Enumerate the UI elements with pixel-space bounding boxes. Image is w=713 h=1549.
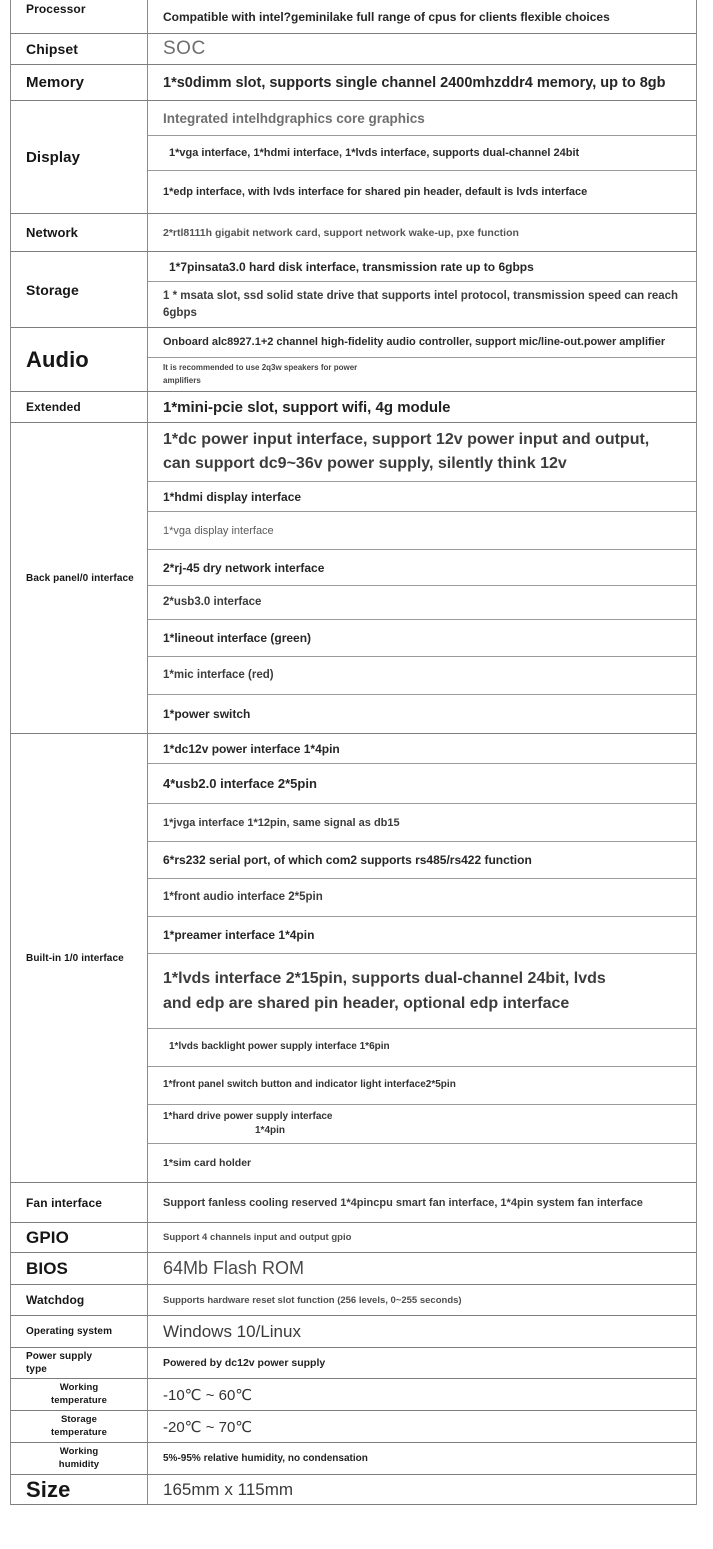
row-label-memory: Memory <box>11 65 148 100</box>
cell-bi-lvds <box>148 954 696 1029</box>
row-label-audio: Audio <box>11 328 148 391</box>
cell-text: -20℃ ~ 70℃ <box>163 1418 253 1436</box>
cell-text: 1*edp interface, with lvds interface for shared pin header, default is lvds interface <box>163 186 588 198</box>
cell-text: 1*jvga interface 1*12pin, same signal as db15 <box>163 816 400 829</box>
row-memory <box>11 65 696 101</box>
cell-text: 1*lvds interface 2*15pin, supports dual-channel 24bit, lvds and edp are shared pin header, optional edp interface <box>163 970 606 1012</box>
row-label-built-in: Built-in 1/0 interface <box>11 734 148 1182</box>
cell-working-temp <box>148 1379 696 1410</box>
cell-bp-hdmi <box>148 482 696 512</box>
cell-text: SOC <box>163 38 206 59</box>
cell-bp-usb3 <box>148 586 696 620</box>
cell-bp-lineout <box>148 620 696 657</box>
cell-watchdog <box>148 1285 696 1315</box>
cell-text: Support fanless cooling reserved 1*4pincpu smart fan interface, 1*4pin system fan interface <box>163 1196 643 1209</box>
row-built-in-io <box>11 734 696 1183</box>
cell-audio-controller <box>148 328 696 358</box>
cell-bi-lvds-backlight <box>148 1029 696 1067</box>
cell-extended <box>148 392 696 422</box>
cell-text: 1*mini-pcie slot, support wifi, 4g module <box>163 398 451 416</box>
cell-text: 1*7pinsata3.0 hard disk interface, transmission rate up to 6gbps <box>169 259 534 274</box>
cell-bi-dc12v <box>148 734 696 764</box>
row-label-extended: Extended <box>11 392 148 422</box>
row-bios <box>11 1253 696 1285</box>
cell-text: 6*rs232 serial port, of which com2 supports rs485/rs422 function <box>163 853 532 867</box>
row-label-fan: Fan interface <box>11 1183 148 1222</box>
cell-text: 2*rj-45 dry network interface <box>163 560 325 575</box>
row-label-working-temp <box>11 1379 148 1410</box>
cell-bios <box>148 1253 696 1284</box>
cell-display-graphics <box>148 101 696 136</box>
cell-text <box>163 1110 333 1139</box>
cell-text: Support 4 channels input and output gpio <box>163 1232 352 1243</box>
hdd-power-line2: 1*4pin <box>255 1125 286 1136</box>
cell-gpio <box>148 1223 696 1252</box>
cell-text: 165mm x 115mm <box>163 1479 294 1499</box>
cell-fan <box>148 1183 696 1222</box>
cell-storage-msata <box>148 282 696 327</box>
cell-text: 1*front panel switch button and indicator light interface2*5pin <box>163 1079 456 1091</box>
cell-text: 5%-95% relative humidity, no condensation <box>163 1453 368 1464</box>
cell-text: 1*lineout interface (green) <box>163 631 312 645</box>
row-label-working-humidity <box>11 1443 148 1474</box>
label-text: Working humidity <box>58 1446 100 1470</box>
cell-text: 1*s0dimm slot, supports single channel 2400mhzddr4 memory, up to 8gb <box>163 74 666 91</box>
cell-bi-front-audio <box>148 879 696 917</box>
row-label-back-panel: Back panel/0 interface <box>11 423 148 733</box>
row-label-size: Size <box>11 1475 148 1504</box>
cell-text: It is recommended to use 2q3w speakers for power amplifiers <box>163 363 358 385</box>
cell-text: Powered by dc12v power supply <box>163 1357 326 1369</box>
cell-text: 1*mic interface (red) <box>163 669 274 682</box>
row-label-bios: BIOS <box>11 1253 148 1284</box>
row-chipset <box>11 34 696 65</box>
row-display <box>11 101 696 214</box>
cell-text: Windows 10/Linux <box>163 1321 301 1341</box>
row-size <box>11 1475 696 1505</box>
row-operating-system <box>11 1316 696 1348</box>
cell-bp-mic <box>148 657 696 695</box>
cell-text: 64Mb Flash ROM <box>163 1258 305 1278</box>
cell-bi-hdd-power <box>148 1105 696 1144</box>
row-audio <box>11 328 696 392</box>
row-storage-temperature <box>11 1411 696 1443</box>
row-watchdog <box>11 1285 696 1316</box>
cell-text: Onboard alc8927.1+2 channel high-fidelity audio controller, support mic/line-out.power amplifier <box>163 336 666 349</box>
cell-bp-rj45 <box>148 550 696 586</box>
cell-text: 1*vga interface, 1*hdmi interface, 1*lvds interface, supports dual-channel 24bit <box>169 147 580 159</box>
cell-storage-temp <box>148 1411 696 1442</box>
cell-text: 1*front audio interface 2*5pin <box>163 891 323 904</box>
row-label-processor: Processor <box>11 0 148 33</box>
cell-bi-rs232 <box>148 842 696 879</box>
cell-network <box>148 214 696 251</box>
row-back-panel-io <box>11 423 696 734</box>
spec-table <box>10 0 697 1505</box>
row-label-power-supply <box>11 1348 148 1378</box>
row-label-display: Display <box>11 101 148 213</box>
cell-storage-sata <box>148 252 696 282</box>
cell-power-supply <box>148 1348 696 1378</box>
cell-display-edp <box>148 171 696 213</box>
row-label-storage: Storage <box>11 252 148 327</box>
row-working-humidity <box>11 1443 696 1475</box>
row-label-os: Operating system <box>11 1316 148 1347</box>
row-power-supply-type <box>11 1348 696 1379</box>
cell-chipset <box>148 34 696 64</box>
cell-processor <box>148 0 696 33</box>
cell-working-humidity <box>148 1443 696 1474</box>
row-label-gpio: GPIO <box>11 1223 148 1252</box>
cell-bp-power-switch <box>148 695 696 733</box>
cell-size <box>148 1475 696 1504</box>
cell-text: Compatible with intel?geminilake full range of cpus for clients flexible choices <box>163 9 610 24</box>
cell-os <box>148 1316 696 1347</box>
cell-text: 1*dc power input interface, support 12v power input and output, can support dc9~36v power supply, silently think 12v <box>163 431 650 472</box>
cell-memory <box>148 65 696 100</box>
label-text: Storage temperature <box>50 1414 107 1438</box>
cell-text: 1 * msata slot, ssd solid state drive that supports intel protocol, transmission speed can reach 6gbps <box>163 290 679 319</box>
cell-text: 1*lvds backlight power supply interface 1*6pin <box>169 1041 390 1053</box>
cell-text: Integrated intelhdgraphics core graphics <box>163 110 425 126</box>
cell-text: 1*hdmi display interface <box>163 489 302 504</box>
cell-text: 1*vga display interface <box>163 524 274 537</box>
cell-text: 4*usb2.0 interface 2*5pin <box>163 776 317 791</box>
row-extended <box>11 392 696 423</box>
cell-bi-preamer <box>148 917 696 954</box>
cell-text: -10℃ ~ 60℃ <box>163 1386 253 1404</box>
cell-text: 1*sim card holder <box>163 1157 252 1169</box>
row-network <box>11 214 696 252</box>
row-label-chipset: Chipset <box>11 34 148 64</box>
cell-bi-sim <box>148 1144 696 1182</box>
cell-bp-dc-power <box>148 423 696 482</box>
row-processor <box>11 0 696 34</box>
row-fan-interface <box>11 1183 696 1223</box>
row-storage <box>11 252 696 328</box>
row-label-storage-temp <box>11 1411 148 1442</box>
label-text: Working temperature <box>50 1382 107 1406</box>
row-gpio <box>11 1223 696 1253</box>
cell-text: 1*power switch <box>163 707 251 721</box>
cell-bi-front-panel <box>148 1067 696 1105</box>
cell-text: 1*preamer interface 1*4pin <box>163 928 315 942</box>
cell-text: Supports hardware reset slot function (256 levels, 0~255 seconds) <box>163 1294 462 1306</box>
cell-audio-note <box>148 358 696 391</box>
cell-bp-vga <box>148 512 696 550</box>
cell-display-ports <box>148 136 696 171</box>
row-label-watchdog: Watchdog <box>11 1285 148 1315</box>
cell-text: 2*usb3.0 interface <box>163 596 262 609</box>
row-label-network: Network <box>11 214 148 251</box>
hdd-power-line1: 1*hard drive power supply interface <box>163 1110 333 1122</box>
cell-bi-usb2 <box>148 764 696 804</box>
row-working-temperature <box>11 1379 696 1411</box>
cell-bi-jvga <box>148 804 696 842</box>
cell-text: 2*rtl8111h gigabit network card, support network wake-up, pxe function <box>163 226 519 239</box>
label-text: Power supply type <box>26 1351 93 1375</box>
cell-text: 1*dc12v power interface 1*4pin <box>163 741 340 756</box>
